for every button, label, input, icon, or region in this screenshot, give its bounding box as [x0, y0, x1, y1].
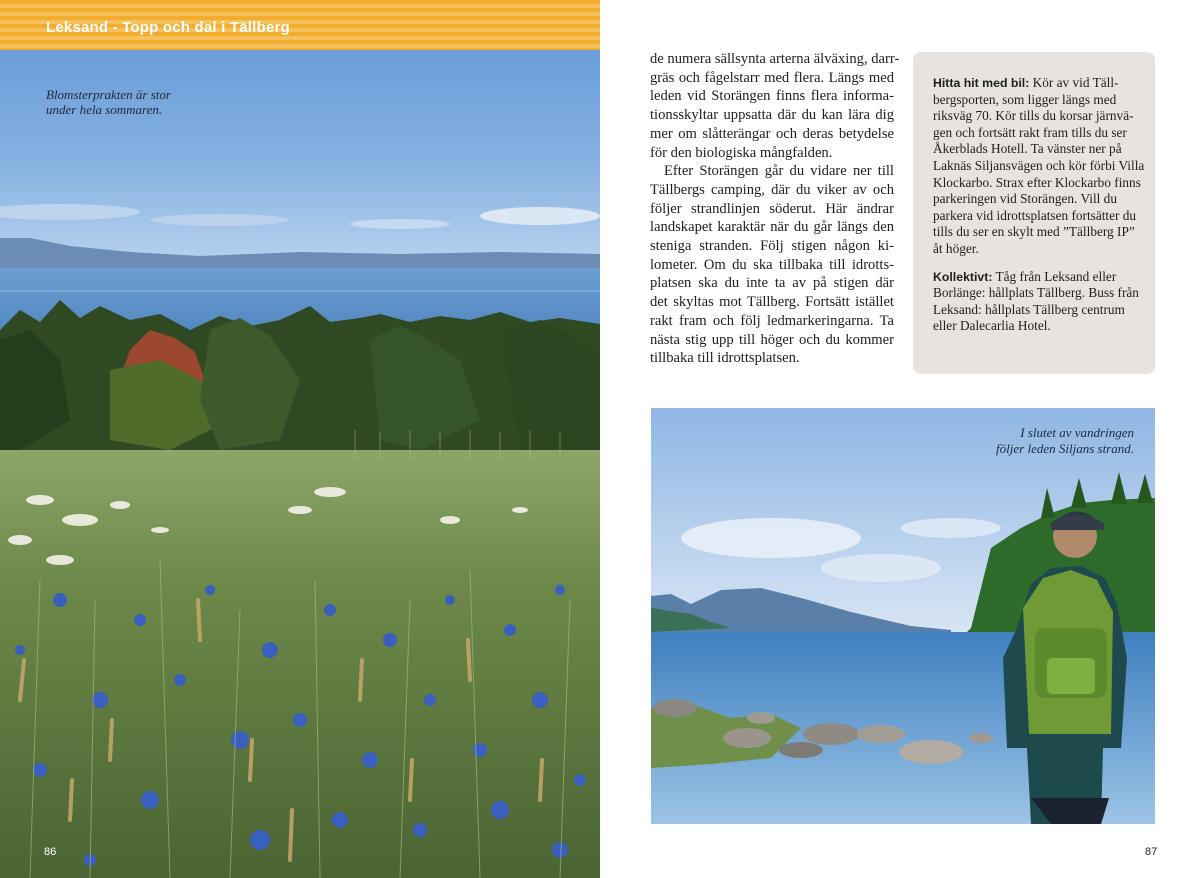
body-text: [650, 50, 900, 368]
text-line: riksväg 70. Kör tills du korsar järnvä-: [933, 108, 1134, 124]
text-line: tills du ser en skylt med ”Tällberg IP”: [933, 224, 1135, 240]
text-line: det skyltas mot Tällberg. Fortsätt istället: [650, 294, 894, 311]
caption-line: under hela sommaren.: [46, 102, 163, 117]
text-line: Borlänge: hållplats Tällberg. Buss från: [933, 285, 1139, 301]
text-line: Kör av vid Täll-: [1029, 75, 1119, 90]
text-line: för den biologiska mångfalden.: [650, 144, 833, 161]
hiker-lake-photo: [651, 408, 1155, 824]
text-line: platsen ska du inte ta av på stigen där: [650, 275, 894, 292]
chapter-header-band: [0, 0, 600, 50]
text-line: Leksand: hållplats Tällberg centrum: [933, 301, 1125, 317]
text-line: tillbaka till idrottsplatsen.: [650, 350, 800, 367]
page-number-right: 87: [1145, 846, 1158, 858]
caption-line: följer leden Siljans strand.: [996, 440, 1134, 456]
text-line: rakt fram och följ ledmarkeringarna. Ta: [650, 312, 894, 329]
photo-caption-left: [46, 87, 171, 117]
text-line: följer strandlinjen söderut. Här ändrar: [650, 200, 894, 217]
text-line: parkera vid idrottsplatsen fortsätter du: [933, 207, 1137, 223]
text-line: Laknäs Siljansvägen och kör förbi Villa: [933, 157, 1145, 173]
transit-directions: [933, 268, 1139, 335]
car-directions-label: Hitta hit med bil:: [933, 76, 1030, 90]
text-line: de numera sällsynta arterna älväxing, darr-: [650, 51, 900, 67]
photo-caption-right: [996, 425, 1134, 456]
text-line: gräs och fågelstarr med flera. Längs med: [650, 69, 894, 86]
text-line: landskapet karaktär när du går längs den: [650, 219, 894, 236]
text-line: leden vid Storängen finns flera informa-: [650, 88, 894, 105]
caption-line: I slutet av vandringen: [1020, 425, 1134, 440]
text-line: mer om slåtterängar och deras betydelse: [650, 125, 894, 142]
text-line: Klockarbo. Strax efter Klockarbo finns: [933, 174, 1141, 190]
text-line: parkeringen vid Storängen. Vill du: [933, 191, 1117, 207]
text-line: Tällbergs camping, där du viker av och: [650, 181, 894, 198]
text-line: åt höger.: [933, 240, 979, 256]
text-line: nästa stig upp till höger och du kommer: [650, 331, 894, 348]
text-line: steniga stranden. Följ stigen någon ki-: [650, 238, 894, 255]
text-line: bergsporten, som ligger längs med: [933, 91, 1117, 107]
text-line: lometer. Om du ska tillbaka till idrotts-: [650, 256, 894, 273]
text-line: tionsskyltar uppsatta där du kan lära dig: [650, 107, 894, 124]
text-line: Åkerblads Hotell. Ta vänster ner på: [933, 141, 1122, 157]
text-line: Tåg från Leksand eller: [992, 268, 1117, 284]
text-line: Efter Storängen går du vidare ner till: [664, 163, 894, 180]
car-directions: [933, 75, 1145, 258]
right-page: [600, 0, 1200, 878]
chapter-title: Leksand - Topp och dal i Tällberg: [46, 19, 290, 36]
text-line: eller Dalecarlia Hotel.: [933, 318, 1051, 334]
text-line: gen och fortsätt rakt fram tills du ser: [933, 124, 1127, 140]
transit-label: Kollektivt:: [933, 269, 993, 284]
page-number-left: 86: [44, 846, 57, 858]
caption-line: Blomsterprakten är stor: [46, 87, 171, 102]
directions-info-box: [913, 52, 1155, 374]
